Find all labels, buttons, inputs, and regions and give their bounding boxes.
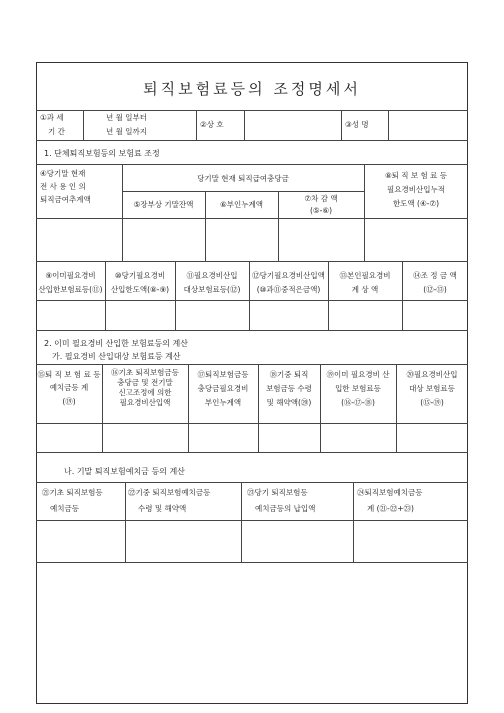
section-subtitle: 가. 필요경비 산입대상 보험료등 계산 bbox=[52, 352, 181, 361]
col-header: 수령 및 해약액 bbox=[138, 504, 187, 513]
col-header: 보험금등 수령 bbox=[266, 384, 312, 393]
rule bbox=[36, 482, 468, 483]
col-header: 산입한보험료등(⑪) bbox=[38, 285, 103, 294]
rule bbox=[125, 482, 126, 562]
period-from: 년 월 일부터 bbox=[106, 113, 147, 122]
col-header: 예치금등 bbox=[50, 504, 79, 513]
col-header: 대상 보험료등 bbox=[409, 384, 455, 393]
col-group-header: 당기말 현재 퇴직급여충당금 bbox=[197, 174, 289, 183]
col-header: 산입한도액(⑧-⑨) bbox=[110, 285, 170, 294]
col-header: ㉔퇴직보험예치금등 bbox=[357, 488, 423, 497]
rule bbox=[341, 110, 342, 140]
col-header: 필요경비산입액 bbox=[119, 398, 171, 407]
rule bbox=[36, 330, 468, 331]
col-header: 계 (㉑-㉒+㉓) bbox=[367, 504, 414, 513]
col-header: ⑯기초 퇴직보험금등 bbox=[111, 368, 179, 377]
col-header: ⑰퇴직보험금등 bbox=[197, 370, 249, 379]
section-subtitle: 나. 기말 퇴직보험예치금 등의 계산 bbox=[64, 467, 185, 476]
col-header: 대상보험료등(⑫) bbox=[183, 285, 241, 294]
period-to: 년 월 일까지 bbox=[106, 127, 147, 136]
col-header: (⑯-⑰-⑱) bbox=[341, 398, 375, 407]
col-header: 계 상 액 bbox=[351, 285, 379, 294]
col-header: 신고조정에 의한 bbox=[118, 388, 172, 397]
col-header: ⑧퇴 직 보 험 료 등 bbox=[384, 171, 448, 180]
col-header: ㉒기중 퇴직보험예치금등 bbox=[128, 488, 211, 497]
col-header: ㉑기초 퇴직보험등 bbox=[42, 488, 103, 497]
rule bbox=[388, 110, 389, 140]
col-header: (⑫-⑬) bbox=[423, 285, 447, 294]
col-header: 한도액 (④-⑦) bbox=[392, 199, 440, 208]
rule bbox=[36, 261, 468, 262]
rule bbox=[36, 562, 468, 563]
rule bbox=[83, 110, 84, 140]
col-header: ⑥부인누계액 bbox=[220, 200, 263, 209]
rule bbox=[36, 520, 468, 521]
col-header: ⑫당기필요경비산입액 bbox=[252, 271, 325, 280]
col-header: 부인누계액 bbox=[204, 398, 242, 407]
col-header: (⑮-⑲) bbox=[420, 398, 444, 407]
period-label: 기 간 bbox=[48, 127, 65, 136]
rule bbox=[36, 300, 468, 301]
col-header: ④당기말 현재 bbox=[40, 169, 86, 178]
col-header: 입한 보험료등 bbox=[335, 384, 381, 393]
rule bbox=[122, 191, 364, 192]
col-header: ⑪필요경비산입 bbox=[186, 271, 238, 280]
col-header: 및 해약액(⑳) bbox=[266, 398, 312, 407]
col-header: ⑳필요경비산입 bbox=[406, 370, 458, 379]
col-header: 예치금등의 납입액 bbox=[255, 504, 316, 513]
col-header: 필요경비산입누적 bbox=[387, 185, 445, 194]
col-header: ⑱기중 퇴직 bbox=[269, 370, 309, 379]
rule bbox=[36, 423, 468, 424]
col-header: ⑭조 정 금 액 bbox=[413, 271, 457, 280]
col-header: 충당금 및 전기말 bbox=[117, 378, 173, 387]
section-title: 1. 단체퇴직보험등의 보험료 조정 bbox=[44, 149, 160, 158]
rule bbox=[36, 140, 468, 141]
rule bbox=[36, 452, 468, 453]
col-header: 충당금필요경비 bbox=[197, 384, 249, 393]
col-header: ⑤장부상 기말잔액 bbox=[133, 200, 194, 209]
col-header: 전 사 용 인 의 bbox=[40, 182, 86, 191]
col-header: ⑮퇴 직 보 험 료 등 bbox=[37, 370, 101, 379]
col-header: (⑲) bbox=[62, 397, 76, 406]
col-header: ⑲이미 필요경비 산 bbox=[326, 370, 390, 379]
col-header: ⑬본인필요경비 bbox=[339, 271, 391, 280]
col-header: ⑦차 감 액 bbox=[304, 194, 338, 203]
rule bbox=[353, 482, 354, 562]
rule bbox=[196, 110, 197, 140]
col-header: 예치금등 계 bbox=[49, 383, 89, 392]
period-label: ①과 세 bbox=[40, 113, 64, 122]
rule bbox=[244, 110, 245, 140]
col-header: ⑩당기필요경비 bbox=[114, 271, 166, 280]
col-header: (⑤-⑥) bbox=[309, 206, 332, 215]
rule bbox=[36, 110, 468, 111]
form-title: 퇴직보험료등의 조정명세서 bbox=[143, 80, 361, 98]
col-header: ⑨이미필요경비 bbox=[45, 271, 96, 280]
col-header: (⑩과⑪중적은금액) bbox=[256, 285, 321, 294]
section-title: 2. 이미 필요경비 산입한 보험료등의 계산 bbox=[44, 339, 188, 348]
col-header: ㉓당기 퇴직보험등 bbox=[247, 488, 308, 497]
rule bbox=[36, 218, 468, 219]
company-label: ②상 호 bbox=[200, 120, 224, 129]
rule bbox=[36, 364, 468, 365]
rule bbox=[36, 164, 468, 165]
rule bbox=[241, 482, 242, 562]
col-header: 퇴직금여추계액 bbox=[40, 195, 91, 204]
name-label: ③성 명 bbox=[345, 120, 369, 129]
